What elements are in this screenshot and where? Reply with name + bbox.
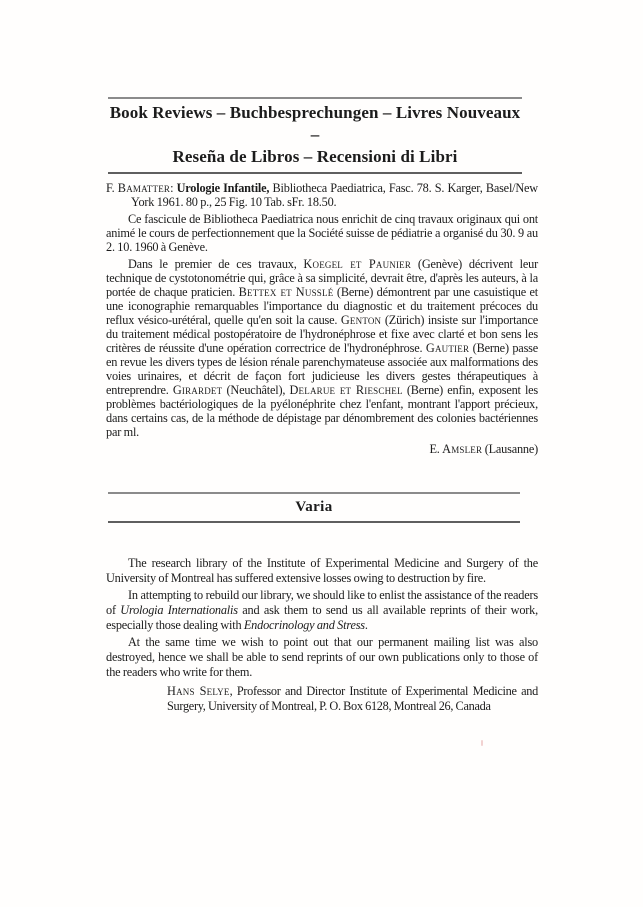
review-citation: F. Bamatter: Urologie Infantile, Bibliotheca Paediatrica, Fasc. 78. S. Karger, Basel/New York 1961. 80 p., 25 Fig. 10 Tab. sFr. 18.50. xyxy=(106,181,538,209)
page-title xyxy=(108,99,522,172)
book-review-article xyxy=(106,181,538,456)
reviewer-signature: E. Amsler (Lausanne) xyxy=(429,442,538,456)
section-header-varia xyxy=(108,492,520,523)
review-paragraph-2: Dans le premier de ces travaux, Koegel et Paunier (Genève) décrivent leur technique de cystotonométrie qui, grâce à sa simplicité, devrait être, d'après les auteurs, à la portée de chaque praticien. Bettex et Nusslé (Berne) démontrent par une casuistique et une iconographie remarquables l'importance du diagnostic et du traitement précoces du reflux vésico-urétéral, quelle qu'en soit la cause. Genton (Zürich) insiste sur l'importance du traitement médical postopératoire de l'hydronéphrose et fixe avec clarté et bon sens les critères de réussite d'une opération correctrice de l'hydronéphrose. Gautier (Berne) passe en revue les divers types de lésion rénale parenchymateuse associée aux malformations des voies urinaires, et décrit de façon fort judicieuse les divers gestes thérapeutiques à entreprendre. Girardet (Neuchâtel), Delarue et Rieschel (Berne) enfin, exposent les problèmes bactériologiques de la pyélonéphrite chez l'enfant, montrant l'apport précieux, dans certains cas, de la méthode de dépistage par dénombrement des colonies bactériennes par ml. xyxy=(106,257,539,439)
varia-bottom-rule xyxy=(108,521,520,523)
header-bottom-rule xyxy=(108,172,522,174)
varia-paragraph-2: In attempting to rebuild our library, we should like to enlist the assistance of the readers of Urologia Internationalis and ask them to send us all available reprints of their work, especially those dealing with Endocrinology and Stress. xyxy=(106,588,538,632)
section-header-book-reviews xyxy=(108,97,522,174)
varia-signature: Hans Selye, Professor and Director Institute of Experimental Medicine and Surgery, University of Montreal, P. O. Box 6128, Montreal 26, Canada xyxy=(167,684,538,713)
review-paragraph-1: Ce fascicule de Bibliotheca Paediatrica nous enrichit de cinq travaux originaux qui ont animé le cours de perfectionnement que la Société suisse de pédiatrie a organisé du 30. 9 au 2. 10. 1960 à Genève. xyxy=(106,212,538,254)
page-title-line1: Book Reviews – Buchbesprechungen – Livres Nouveaux – xyxy=(109,103,521,144)
varia-title: Varia xyxy=(295,499,333,515)
varia-notice xyxy=(106,556,538,680)
varia-paragraph-3: At the same time we wish to point out that our permanent mailing list was also destroyed, hence we shall be able to send reprints of our own publications only to those of the readers who write for them. xyxy=(106,635,538,679)
scan-artifact xyxy=(481,740,483,746)
page-title-line2: Reseña de Libros – Recensioni di Libri xyxy=(172,147,458,166)
varia-paragraph-1: The research library of the Institute of Experimental Medicine and Surgery of the University of Montreal has suffered extensive losses owing to destruction by fire. xyxy=(106,556,538,585)
